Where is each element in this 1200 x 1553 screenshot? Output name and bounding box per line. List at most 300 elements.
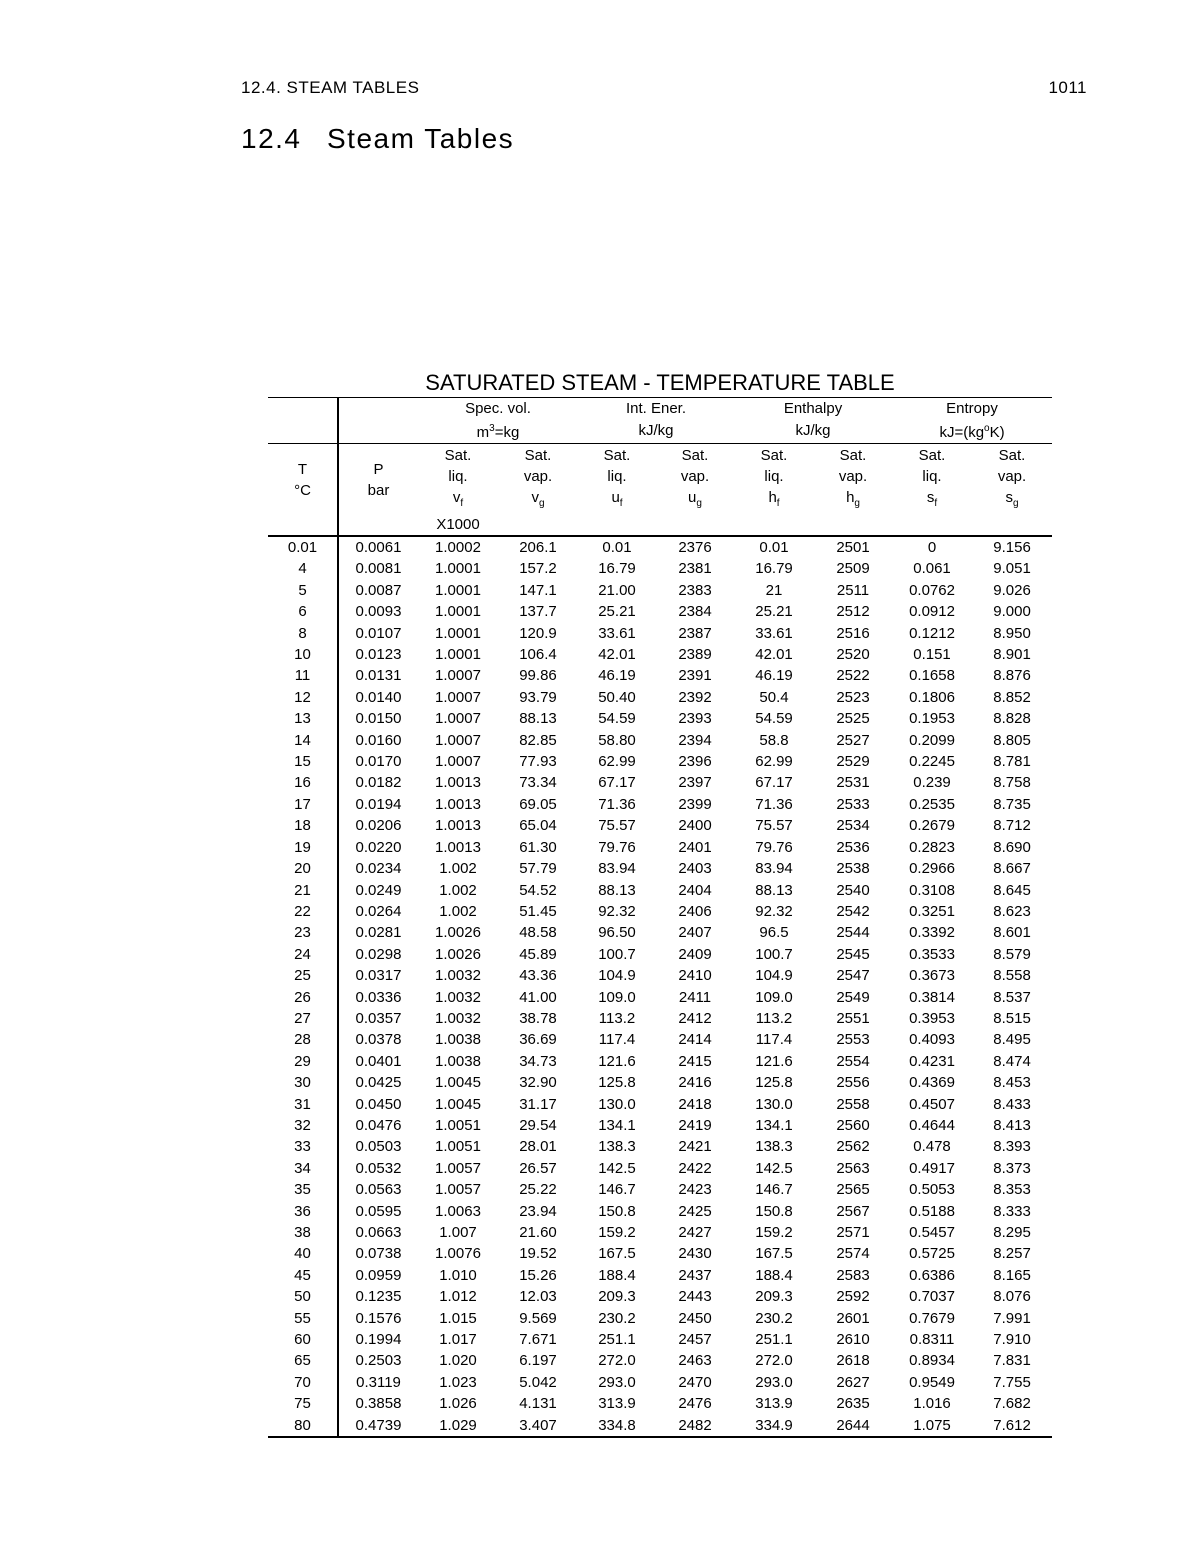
table-row (268, 536, 1052, 558)
table-cell: 117.4 (755, 1031, 793, 1049)
table-cell: 117.4 (598, 1031, 636, 1049)
table-cell: 0.239 (913, 774, 951, 792)
table-cell: 1.0038 (435, 1052, 481, 1070)
column-header (656, 444, 734, 537)
table-row (268, 623, 1052, 644)
table-cell: 8.876 (993, 667, 1031, 685)
table-cell: 75.57 (755, 817, 793, 835)
table-cell: 69.05 (519, 795, 557, 813)
table-cell: 50.40 (598, 688, 636, 706)
table-cell: 120.9 (519, 624, 557, 642)
table-cell: 142.5 (755, 1159, 793, 1177)
table-cell: 1.0026 (435, 924, 481, 942)
table-cell: 2412 (678, 1009, 712, 1027)
pressure-cell: 0.0595 (355, 1202, 402, 1220)
table-cell: 46.19 (598, 667, 636, 685)
temperature-cell: 6 (268, 601, 338, 622)
temperature-unit: °C (294, 482, 311, 499)
table-cell: 32.90 (519, 1074, 557, 1092)
table-cell: 25.21 (598, 603, 636, 621)
table-cell: 2396 (678, 753, 712, 771)
table-cell: 2501 (836, 539, 870, 556)
table-row (268, 708, 1052, 729)
column-header-line: Sat. (998, 447, 1026, 464)
table-cell: 8.950 (993, 624, 1031, 642)
table-cell: 1.0076 (435, 1245, 481, 1263)
table-row (268, 730, 1052, 751)
table-cell: 96.50 (598, 924, 636, 942)
table-row (268, 944, 1052, 965)
table-cell: 1.016 (913, 1395, 951, 1413)
pressure-header (338, 444, 418, 537)
table-cell: 0.5053 (909, 1181, 955, 1199)
column-header-line: liq. (764, 468, 784, 485)
table-row (268, 1136, 1052, 1157)
table-cell: 8.781 (993, 753, 1031, 771)
table-cell: 0.3673 (909, 967, 955, 985)
table-cell: 8.353 (993, 1181, 1031, 1199)
table-cell: 5.042 (519, 1373, 557, 1391)
table-cell: 12.03 (519, 1288, 557, 1306)
table-cell: 9.000 (993, 603, 1031, 621)
table-cell: 1.0032 (435, 967, 481, 985)
table-cell: 2392 (678, 688, 712, 706)
pressure-cell: 0.0170 (355, 753, 402, 771)
table-cell: 1.0001 (435, 603, 481, 621)
column-header-line: Sat. (918, 447, 946, 464)
table-cell: 1.0007 (435, 688, 481, 706)
page-number: 1011 (1048, 78, 1087, 97)
column-header (498, 444, 578, 537)
table-cell: 0.01 (602, 539, 632, 556)
table-cell: 0.5725 (909, 1245, 955, 1263)
table-cell: 2512 (836, 603, 870, 621)
table-cell: 0.9549 (909, 1373, 955, 1391)
pressure-cell: 0.0123 (355, 646, 402, 664)
table-cell: 2618 (836, 1352, 870, 1370)
table-cell: 6.197 (519, 1352, 557, 1370)
pressure-cell: 0.0140 (355, 688, 402, 706)
table-row (268, 687, 1052, 708)
temperature-cell: 32 (268, 1115, 338, 1136)
table-cell: 100.7 (755, 945, 793, 963)
table-cell: 130.0 (755, 1095, 793, 1113)
pressure-cell: 0.0738 (355, 1245, 402, 1263)
table-cell: 2540 (836, 881, 870, 899)
section-heading (241, 123, 514, 155)
table-cell: 77.93 (519, 753, 557, 771)
column-header (814, 444, 892, 537)
column-header-line: vap. (523, 468, 553, 485)
table-cell: 113.2 (755, 1009, 793, 1027)
temperature-cell: 65 (268, 1350, 338, 1371)
table-cell: 71.36 (755, 795, 793, 813)
table-cell: 2556 (836, 1074, 870, 1092)
table-cell: 1.0063 (435, 1202, 481, 1220)
table-cell: 2397 (678, 774, 712, 792)
table-cell: 2418 (678, 1095, 712, 1113)
table-cell: 8.076 (993, 1288, 1031, 1306)
table-cell: 0.5188 (909, 1202, 955, 1220)
table-cell: 167.5 (598, 1245, 636, 1263)
table-cell: 8.645 (993, 881, 1031, 899)
pressure-cell: 0.0959 (355, 1266, 402, 1284)
table-title: SATURATED STEAM - TEMPERATURE TABLE (425, 370, 895, 395)
temperature-cell: 29 (268, 1051, 338, 1072)
pressure-cell: 0.0087 (355, 581, 402, 599)
table-cell: 125.8 (598, 1074, 636, 1092)
table-row (268, 901, 1052, 922)
table-row (268, 1286, 1052, 1307)
table-cell: 1.0002 (435, 539, 481, 556)
table-cell: 0.3108 (909, 881, 955, 899)
table-cell: 0.7679 (909, 1309, 955, 1327)
table-cell: 230.2 (598, 1309, 636, 1327)
table-row (268, 772, 1052, 793)
table-cell: 2563 (836, 1159, 870, 1177)
pressure-cell: 0.3858 (355, 1395, 402, 1413)
table-cell: 1.015 (439, 1309, 477, 1327)
pressure-cell: 0.0249 (355, 881, 402, 899)
running-head (241, 78, 1087, 100)
table-cell: 58.8 (759, 731, 789, 749)
table-cell: 2391 (678, 667, 712, 685)
table-cell: 83.94 (755, 860, 793, 878)
column-header-line: Sat. (839, 447, 867, 464)
table-cell: 1.010 (439, 1266, 477, 1284)
table-cell: 2443 (678, 1288, 712, 1306)
table-cell: 2574 (836, 1245, 870, 1263)
section-title: Steam Tables (327, 123, 515, 154)
table-cell: 79.76 (755, 838, 793, 856)
table-cell: 2644 (814, 1415, 892, 1437)
table-cell: 2545 (836, 945, 870, 963)
table-cell: 2562 (836, 1138, 870, 1156)
table-cell: 150.8 (598, 1202, 636, 1220)
table-cell: 1.0051 (435, 1138, 481, 1156)
table-cell: 1.002 (439, 860, 477, 878)
table-cell: 2534 (836, 817, 870, 835)
pressure-cell: 0.1235 (355, 1288, 402, 1306)
table-row (268, 1008, 1052, 1029)
table-cell: 109.0 (755, 988, 793, 1006)
pressure-cell: 0.1576 (355, 1309, 402, 1327)
table-cell: 23.94 (519, 1202, 557, 1220)
temperature-symbol: T (297, 461, 308, 478)
table-cell: 104.9 (598, 967, 636, 985)
table-cell: 313.9 (755, 1395, 793, 1413)
pressure-cell: 0.0378 (355, 1031, 402, 1049)
table-cell: 9.156 (993, 539, 1031, 556)
group-header: Entropy (892, 398, 1052, 420)
table-cell: 1.002 (439, 881, 477, 899)
table-row (268, 1051, 1052, 1072)
table-cell: 9.026 (993, 581, 1031, 599)
table-cell: 2457 (678, 1331, 712, 1349)
table-cell: 1.0001 (435, 624, 481, 642)
temperature-cell: 5 (268, 580, 338, 601)
table-cell: 42.01 (598, 646, 636, 664)
table-cell: 45.89 (519, 945, 557, 963)
group-header: Enthalpy (734, 398, 892, 420)
table-cell: 26.57 (519, 1159, 557, 1177)
table-cell: 1.020 (439, 1352, 477, 1370)
temperature-cell: 10 (268, 644, 338, 665)
table-cell: 79.76 (598, 838, 636, 856)
column-header (418, 444, 498, 537)
temperature-cell: 20 (268, 858, 338, 879)
table-cell: 113.2 (598, 1009, 636, 1027)
column-header-line: liq. (448, 468, 468, 485)
table-cell: 1.0051 (435, 1116, 481, 1134)
table-row (268, 1179, 1052, 1200)
table-cell: 251.1 (755, 1331, 793, 1349)
table-cell: 1.007 (439, 1224, 477, 1241)
pressure-cell: 0.0160 (355, 731, 402, 749)
temperature-cell: 36 (268, 1201, 338, 1222)
table-cell: 99.86 (519, 667, 557, 685)
temperature-cell: 40 (268, 1243, 338, 1264)
running-head-title: 12.4. STEAM TABLES (241, 78, 420, 97)
table-cell: 121.6 (755, 1052, 793, 1070)
table-cell: 2381 (678, 560, 712, 578)
column-symbol: $u_f$ (611, 489, 623, 509)
temperature-cell: 15 (268, 751, 338, 772)
table-cell: 0.0762 (909, 581, 955, 599)
column-header-line: Sat. (603, 447, 631, 464)
table-cell: 8.165 (993, 1266, 1031, 1284)
table-cell: 2610 (836, 1331, 870, 1349)
column-header-line: vap. (838, 468, 868, 485)
table-cell: 61.30 (519, 838, 557, 856)
table-cell: 2520 (836, 646, 870, 664)
table-cell: 2384 (678, 603, 712, 621)
table-cell: 2538 (836, 860, 870, 878)
table-cell: 8.295 (993, 1224, 1031, 1241)
column-symbol: $v_g$ (531, 489, 545, 509)
table-row (268, 665, 1052, 686)
column-header-line: Sat. (444, 447, 472, 464)
table-cell: 1.012 (439, 1288, 477, 1306)
table-cell: 2553 (836, 1031, 870, 1049)
column-symbol: $v_f$ (452, 489, 464, 509)
table-cell: 9.051 (993, 560, 1031, 578)
table-cell: 2463 (678, 1352, 712, 1370)
table-cell: 313.9 (598, 1395, 636, 1413)
table-cell: 29.54 (519, 1116, 557, 1134)
table-cell: 54.59 (755, 710, 793, 728)
table-cell: 159.2 (755, 1224, 793, 1241)
table-cell: 167.5 (755, 1245, 793, 1263)
temperature-cell: 0.01 (268, 536, 338, 558)
table-cell: 8.393 (993, 1138, 1031, 1156)
pressure-cell: 0.0194 (355, 795, 402, 813)
table-cell: 73.34 (519, 774, 557, 792)
table-cell: 0.2679 (909, 817, 955, 835)
header-blank (268, 398, 338, 420)
table-cell: 7.991 (993, 1309, 1031, 1327)
column-header (578, 444, 656, 537)
table-cell: 0.2535 (909, 795, 955, 813)
table-cell: 2403 (678, 860, 712, 878)
table-cell: 2516 (836, 624, 870, 642)
table-cell: 21.60 (519, 1224, 557, 1241)
table-cell: 0.8934 (909, 1352, 955, 1370)
table-row (268, 1072, 1052, 1093)
table-cell: 2383 (678, 581, 712, 599)
header-blank (268, 419, 338, 444)
table-cell: 2409 (678, 945, 712, 963)
table-cell: 1.026 (439, 1395, 477, 1413)
table-cell: 1.0032 (435, 1009, 481, 1027)
table-cell: 2522 (836, 667, 870, 685)
table-cell: 0.1658 (909, 667, 955, 685)
table-cell: 0.2823 (909, 838, 955, 856)
table-row (268, 1115, 1052, 1136)
table-cell: 2542 (836, 902, 870, 920)
table-cell: 2423 (678, 1181, 712, 1199)
table-cell: 1.0038 (435, 1031, 481, 1049)
temperature-cell: 24 (268, 944, 338, 965)
table-cell: 8.712 (993, 817, 1031, 835)
table-cell: 7.831 (993, 1352, 1031, 1370)
table-cell: 1.017 (439, 1331, 477, 1349)
table-cell: 2421 (678, 1138, 712, 1156)
table-cell: 54.59 (598, 710, 636, 728)
table-cell: 58.80 (598, 731, 636, 749)
table-row (268, 1393, 1052, 1414)
table-cell: 2404 (678, 881, 712, 899)
table-cell: 100.7 (598, 945, 636, 963)
table-cell: 1.0045 (435, 1095, 481, 1113)
table-cell: 8.333 (993, 1202, 1031, 1220)
table-cell: 109.0 (598, 988, 636, 1006)
column-header-line: Sat. (681, 447, 709, 464)
table-cell: 65.04 (519, 817, 557, 835)
table-cell: 16.79 (755, 560, 793, 578)
table-cell: 8.413 (993, 1116, 1031, 1134)
table-cell: 137.7 (519, 603, 557, 621)
temperature-cell: 14 (268, 730, 338, 751)
table-cell: 2427 (678, 1224, 712, 1241)
table-cell: 334.8 (578, 1415, 656, 1437)
table-cell: 1.002 (439, 902, 477, 920)
group-unit: kJ/kg (578, 419, 734, 444)
table-cell: 8.901 (993, 646, 1031, 664)
table-cell: 43.36 (519, 967, 557, 985)
table-cell: 1.0001 (435, 646, 481, 664)
table-cell: 8.828 (993, 710, 1031, 728)
table-cell: 8.758 (993, 774, 1031, 792)
table-cell: 2450 (678, 1309, 712, 1327)
table-cell: 2547 (836, 967, 870, 985)
column-symbol: $u_g$ (688, 489, 702, 509)
table-cell: 8.495 (993, 1031, 1031, 1049)
column-header-line: Sat. (524, 447, 552, 464)
table-cell: 8.623 (993, 902, 1031, 920)
table-row (268, 644, 1052, 665)
temperature-cell: 38 (268, 1222, 338, 1243)
group-header: Int. Ener. (578, 398, 734, 420)
table-cell: 25.21 (755, 603, 793, 621)
column-header-line: Sat. (760, 447, 788, 464)
table-cell: 93.79 (519, 688, 557, 706)
table-cell: 2400 (678, 817, 712, 835)
table-cell: 7.612 (972, 1415, 1052, 1437)
table-cell: 19.52 (519, 1245, 557, 1263)
table-cell: 7.755 (993, 1373, 1031, 1391)
table-cell: 0.1953 (909, 710, 955, 728)
column-header-line: vap. (997, 468, 1027, 485)
column-symbol: $h_g$ (846, 489, 860, 509)
table-cell: 7.682 (993, 1395, 1031, 1413)
header-blank (338, 419, 418, 444)
temperature-header (268, 444, 338, 537)
table-row (268, 794, 1052, 815)
table-cell: 1.0045 (435, 1074, 481, 1092)
table-cell: 36.69 (519, 1031, 557, 1049)
table-row (268, 1158, 1052, 1179)
table-cell: 2525 (836, 710, 870, 728)
group-unit: kJ/kg (734, 419, 892, 444)
table-cell: 8.805 (993, 731, 1031, 749)
temperature-cell: 60 (268, 1329, 338, 1350)
table-cell: 33.61 (598, 624, 636, 642)
table-cell: 0.4231 (909, 1052, 955, 1070)
table-row (268, 1094, 1052, 1115)
table-cell: 8.667 (993, 860, 1031, 878)
column-scale-note: X1000 (436, 516, 480, 533)
table-cell: 2511 (836, 581, 870, 599)
table-cell: 0.3533 (909, 945, 955, 963)
table-cell: 0.4093 (909, 1031, 955, 1049)
table-cell: 88.13 (755, 881, 793, 899)
table-cell: 2560 (836, 1116, 870, 1134)
temperature-cell: 8 (268, 623, 338, 644)
table-row (268, 922, 1052, 943)
table-cell: 2394 (678, 731, 712, 749)
table-row (268, 858, 1052, 879)
table-cell: 2425 (678, 1202, 712, 1220)
table-cell: 2531 (836, 774, 870, 792)
table-cell: 1.023 (439, 1373, 477, 1391)
table-cell: 2410 (678, 967, 712, 985)
temperature-cell: 21 (268, 880, 338, 901)
table-cell: 0.3814 (909, 988, 955, 1006)
pressure-cell: 0.0336 (355, 988, 402, 1006)
temperature-cell: 26 (268, 987, 338, 1008)
table-cell: 0.3251 (909, 902, 955, 920)
column-header (734, 444, 814, 537)
table-cell: 209.3 (598, 1288, 636, 1306)
temperature-cell: 13 (268, 708, 338, 729)
pressure-cell: 0.0061 (355, 539, 402, 556)
table-cell: 8.433 (993, 1095, 1031, 1113)
table-cell: 8.474 (993, 1052, 1031, 1070)
table-cell: 2551 (836, 1009, 870, 1027)
table-row (268, 1372, 1052, 1393)
table-cell: 2583 (836, 1266, 870, 1284)
pressure-cell: 0.0317 (355, 967, 402, 985)
table-row (268, 1308, 1052, 1329)
table-cell: 2411 (678, 988, 712, 1006)
temperature-cell: 75 (268, 1393, 338, 1414)
pressure-symbol: P (373, 461, 384, 478)
table-cell: 1.0013 (435, 774, 481, 792)
pressure-cell: 0.0476 (355, 1116, 402, 1134)
table-cell: 15.26 (519, 1266, 557, 1284)
table-cell: 67.17 (755, 774, 793, 792)
